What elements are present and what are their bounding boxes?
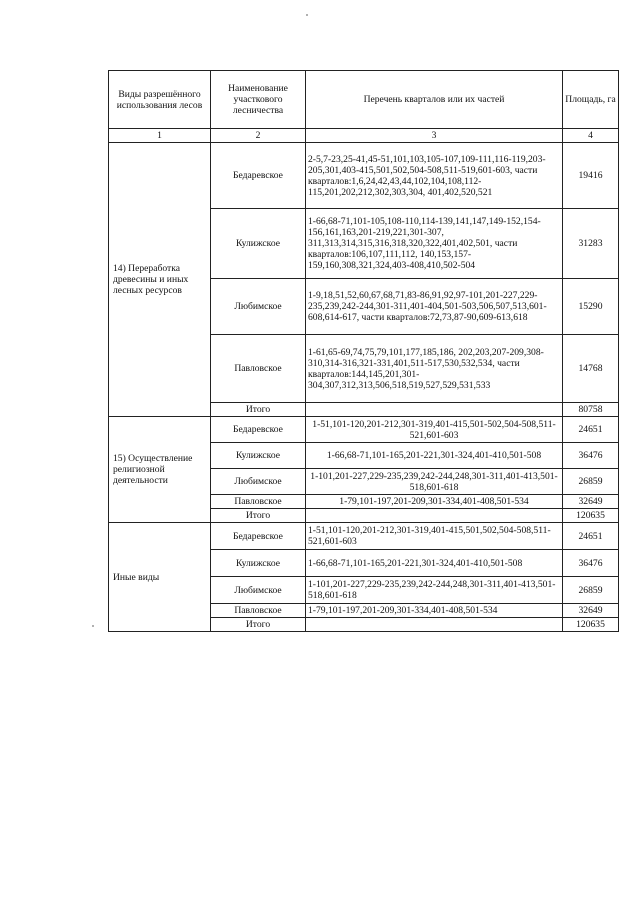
- header-row: [109, 71, 619, 129]
- total-value: 120635: [563, 618, 619, 632]
- quarters-list: 1-61,65-69,74,75,79,101,177,185,186, 202,203,207-209,308-310,314-316,321-331,401,511-517,530,532,534, части кварталов:144,145,201,301-304,307,312,313,506,518,519,527,529,531,533: [306, 335, 563, 403]
- scan-speck: [306, 14, 308, 16]
- column-number: 4: [563, 129, 619, 143]
- forestry-name: Павловское: [211, 335, 306, 403]
- forestry-name: Кулижское: [211, 443, 306, 469]
- column-number-row: [109, 129, 619, 143]
- column-number: 3: [306, 129, 563, 143]
- area-value: 36476: [563, 550, 619, 577]
- quarters-list: 1-66,68-71,101-105,108-110,114-139,141,147,149-152,154-156,161,163,201-219,221,301-307, 311,313,314,315,316,318,320,322,401,402,501, части кварталов:106,107,111,112, 140,153,157-159,160,308,321,324,403-408,410,502-504: [306, 209, 563, 279]
- forestry-name: Любимское: [211, 279, 306, 335]
- header-forestry-name: Наименование участкового лесничества: [211, 71, 306, 129]
- quarters-list: 1-79,101-197,201-209,301-334,401-408,501-534: [306, 495, 563, 509]
- quarters-list: 2-5,7-23,25-41,45-51,101,103,105-107,109-111,116-119,203-205,301,403-415,501,502,504-508,511-519,601-603, части кварталов:1,6,24,42,43,44,102,104,108,112-115,201,202,212,302,303,304, 401,402,520,521: [306, 143, 563, 209]
- area-value: 19416: [563, 143, 619, 209]
- table-row: [109, 417, 619, 443]
- total-label: Итого: [211, 403, 306, 417]
- header-quarters-list: Перечень кварталов или их частей: [306, 71, 563, 129]
- forestry-name: Кулижское: [211, 209, 306, 279]
- quarters-list: 1-79,101-197,201-209,301-334,401-408,501-534: [306, 604, 563, 618]
- forestry-name: Кулижское: [211, 550, 306, 577]
- area-value: 15290: [563, 279, 619, 335]
- forestry-name: Любимское: [211, 469, 306, 495]
- header-use-type: Виды разрешённого использования лесов: [109, 71, 211, 129]
- use-type-cell: 14) Переработка древесины и иных лесных ресурсов: [109, 143, 211, 417]
- quarters-list: 1-101,201-227,229-235,239,242-244,248,301-311,401-413,501-518,601-618: [306, 577, 563, 604]
- forestry-name: Любимское: [211, 577, 306, 604]
- area-value: 14768: [563, 335, 619, 403]
- area-value: 31283: [563, 209, 619, 279]
- forestry-name: Павловское: [211, 604, 306, 618]
- scan-speck: [92, 625, 94, 627]
- area-value: 24651: [563, 523, 619, 550]
- area-value: 32649: [563, 495, 619, 509]
- area-value: 26859: [563, 469, 619, 495]
- table-row: [109, 143, 619, 209]
- forestry-name: Павловское: [211, 495, 306, 509]
- forestry-name: Бедаревское: [211, 417, 306, 443]
- use-type-cell: 15) Осуществление религиозной деятельности: [109, 417, 211, 523]
- empty-cell: [306, 618, 563, 632]
- total-value: 120635: [563, 509, 619, 523]
- quarters-list: 1-51,101-120,201-212,301-319,401-415,501-502,504-508,511-521,601-603: [306, 417, 563, 443]
- quarters-list: 1-66,68-71,101-165,201-221,301-324,401-410,501-508: [306, 550, 563, 577]
- use-type-cell: Иные виды: [109, 523, 211, 632]
- empty-cell: [306, 509, 563, 523]
- total-label: Итого: [211, 618, 306, 632]
- column-number: 1: [109, 129, 211, 143]
- quarters-list: 1-51,101-120,201-212,301-319,401-415,501,502,504-508,511-521,601-603: [306, 523, 563, 550]
- forestry-name: Бедаревское: [211, 523, 306, 550]
- total-value: 80758: [563, 403, 619, 417]
- header-area: Площадь, га: [563, 71, 619, 129]
- quarters-list: 1-66,68-71,101-165,201-221,301-324,401-410,501-508: [306, 443, 563, 469]
- area-value: 36476: [563, 443, 619, 469]
- area-value: 32649: [563, 604, 619, 618]
- area-value: 26859: [563, 577, 619, 604]
- quarters-list: 1-9,18,51,52,60,67,68,71,83-86,91,92,97-101,201-227,229-235,239,242-244,301-311,401-404,501-503,506,507,513,601-608,614-617, части кварталов:72,73,87-90,609-613,618: [306, 279, 563, 335]
- forestry-name: Бедаревское: [211, 143, 306, 209]
- column-number: 2: [211, 129, 306, 143]
- table-row: [109, 523, 619, 550]
- forest-use-table: [108, 70, 619, 632]
- total-label: Итого: [211, 509, 306, 523]
- empty-cell: [306, 403, 563, 417]
- area-value: 24651: [563, 417, 619, 443]
- quarters-list: 1-101,201-227,229-235,239,242-244,248,301-311,401-413,501-518,601-618: [306, 469, 563, 495]
